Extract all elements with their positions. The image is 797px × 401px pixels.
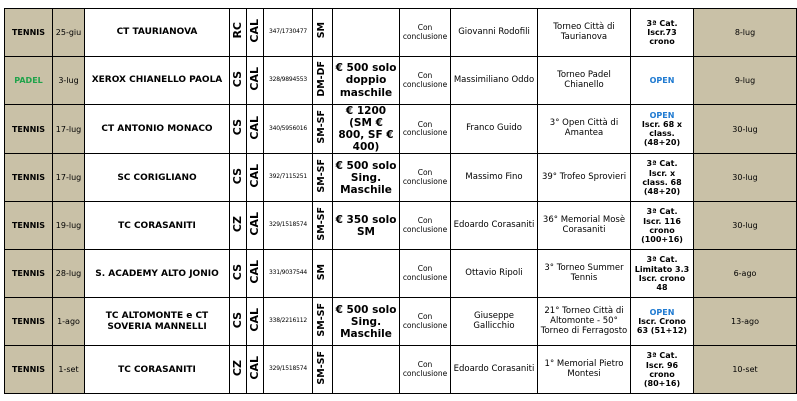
phone-number: 347/1730477 <box>269 28 307 36</box>
sport-label-cell <box>5 202 53 250</box>
category-cell <box>631 346 694 394</box>
specialty: SM-SF <box>316 110 328 144</box>
category-line: 48 <box>656 282 668 292</box>
sport-label: TENNIS <box>11 124 46 134</box>
region-code-cell <box>247 346 264 394</box>
referee-name-cell <box>451 346 538 394</box>
region-code-cell <box>247 9 264 57</box>
region-code: CAL <box>247 164 261 188</box>
start-date: 1-set <box>58 365 79 375</box>
specialty-cell <box>313 154 333 202</box>
start-date-cell <box>53 250 85 298</box>
province-code-cell <box>230 105 247 154</box>
category-line: 63 (51+12) <box>636 326 688 336</box>
club-name: XEROX CHIANELLO PAOLA <box>91 75 223 86</box>
tournament-mode: Con conclusione <box>402 119 448 138</box>
end-date: 10-set <box>732 365 758 375</box>
prize-money: € 500 solo Sing. Maschile <box>335 303 397 340</box>
tournament-mode: Con conclusione <box>402 22 448 41</box>
category-line: class. <box>649 129 675 139</box>
sport-label-cell <box>5 346 53 394</box>
specialty: SM-SF <box>316 207 328 241</box>
specialty-cell <box>313 105 333 154</box>
phone-number: 331/9037544 <box>269 269 307 277</box>
club-name-cell <box>85 57 230 105</box>
prize-money-cell <box>333 154 400 202</box>
start-date-cell <box>53 202 85 250</box>
tournament-mode: Con conclusione <box>402 264 448 282</box>
tournament-table <box>4 8 797 394</box>
end-date-cell <box>694 250 797 298</box>
tournament-mode-cell <box>400 346 451 394</box>
club-name: TC CORASANITI <box>118 220 196 231</box>
sport-label-cell <box>5 105 53 154</box>
category-line: Iscr.73 <box>647 27 677 37</box>
table-row <box>5 9 797 57</box>
end-date-cell <box>694 105 797 154</box>
sport-label-cell <box>5 154 53 202</box>
sport-label-cell <box>5 9 53 57</box>
prize-money: € 1200 (SM € 800, SF € 400) <box>338 105 394 154</box>
start-date-cell <box>53 346 85 394</box>
specialty: SM <box>316 22 328 39</box>
end-date: 30-lug <box>732 173 758 183</box>
prize-money: € 500 solo doppio maschile <box>335 62 397 99</box>
tournament-title: 3° Torneo Summer Tennis <box>544 262 624 283</box>
club-name-cell <box>85 154 230 202</box>
referee-name: Edoardo Corasaniti <box>453 219 535 230</box>
start-date: 1-ago <box>57 317 80 327</box>
tournament-mode-cell <box>400 250 451 298</box>
category-line: Iscr. Crono <box>638 317 686 327</box>
region-code: CAL <box>247 115 261 140</box>
tournament-title: 3° Open Città di Amantea <box>549 118 619 139</box>
club-name-cell <box>85 202 230 250</box>
end-date-cell <box>694 346 797 394</box>
province-code: CZ <box>230 215 244 232</box>
club-name: CT TAURIANOVA <box>116 27 198 38</box>
start-date-cell <box>53 298 85 346</box>
referee-name: Massimo Fino <box>465 171 523 182</box>
end-date: 6-ago <box>733 269 757 279</box>
referee-name: Massimiliano Oddo <box>453 74 535 85</box>
sport-label: PADEL <box>14 75 43 85</box>
category-line: OPEN <box>649 307 675 317</box>
sport-label: TENNIS <box>11 365 46 375</box>
phone-number-cell <box>264 202 313 250</box>
specialty: SM-SF <box>316 351 328 385</box>
start-date-cell <box>53 9 85 57</box>
region-code: CAL <box>247 66 261 91</box>
table-row <box>5 57 797 105</box>
tournament-title: 39° Trofeo Sprovieri <box>541 171 627 182</box>
club-name: CT ANTONIO MONACO <box>101 123 213 134</box>
sport-label-cell <box>5 298 53 346</box>
category-line: Iscr. 68 x <box>641 119 683 129</box>
prize-money-cell <box>333 346 400 394</box>
tournament-mode: Con conclusione <box>402 168 448 186</box>
end-date: 8-lug <box>734 27 756 37</box>
phone-number: 338/2216112 <box>269 317 307 325</box>
category-line: (48+20) <box>643 186 681 196</box>
prize-money-cell <box>333 9 400 57</box>
region-code: CAL <box>247 260 261 284</box>
category-line: Iscr. 96 <box>645 360 679 370</box>
category-cell <box>631 105 694 154</box>
prize-money: € 350 solo SM <box>335 213 397 238</box>
start-date: 28-lug <box>55 269 82 279</box>
region-code-cell <box>247 250 264 298</box>
table-row <box>5 298 797 346</box>
tournament-title-cell <box>538 9 631 57</box>
sport-label-cell <box>5 250 53 298</box>
end-date-cell <box>694 298 797 346</box>
referee-name: Giovanni Rodofili <box>458 26 530 37</box>
prize-money-cell <box>333 105 400 154</box>
tournament-mode-cell <box>400 105 451 154</box>
category-cell <box>631 202 694 250</box>
category-line: crono <box>649 369 675 379</box>
phone-number-cell <box>264 298 313 346</box>
club-name-cell <box>85 250 230 298</box>
club-name: TC ALTOMONTE e CT SOVERIA MANNELLI <box>105 311 209 332</box>
tournament-title-cell <box>538 298 631 346</box>
phone-number-cell <box>264 346 313 394</box>
specialty-cell <box>313 57 333 105</box>
start-date: 17-lug <box>55 173 82 183</box>
category-cell <box>631 9 694 57</box>
club-name: SC CORIGLIANO <box>117 172 197 183</box>
table-row <box>5 202 797 250</box>
table-row <box>5 346 797 394</box>
referee-name-cell <box>451 154 538 202</box>
tournament-title-cell <box>538 105 631 154</box>
phone-number-cell <box>264 57 313 105</box>
sport-label: TENNIS <box>11 173 46 183</box>
specialty-cell <box>313 346 333 394</box>
end-date-cell <box>694 57 797 105</box>
tournament-mode: Con conclusione <box>402 312 448 330</box>
specialty-cell <box>313 250 333 298</box>
tournament-title: Torneo Città di Taurianova <box>553 21 615 42</box>
category-cell <box>631 154 694 202</box>
tournament-mode-cell <box>400 57 451 105</box>
club-name: TC CORASANITI <box>118 364 196 375</box>
tournament-title-cell <box>538 250 631 298</box>
phone-number-cell <box>264 250 313 298</box>
tournament-title: 1° Memorial Pietro Montesi <box>544 358 624 379</box>
tournament-mode-cell <box>400 298 451 346</box>
category-line: OPEN <box>649 110 675 120</box>
tournament-mode-cell <box>400 202 451 250</box>
category-line: 3ª Cat. <box>646 255 678 265</box>
tournament-mode-cell <box>400 9 451 57</box>
phone-number-cell <box>264 154 313 202</box>
category-cell <box>631 57 694 105</box>
category-line: crono <box>649 37 675 47</box>
category-line: (48+20) <box>643 138 681 148</box>
prize-money-cell <box>333 298 400 346</box>
prize-money-cell <box>333 57 400 105</box>
end-date: 13-ago <box>731 317 759 327</box>
category-line: Iscr. 116 <box>643 216 681 226</box>
phone-number: 329/1518574 <box>269 365 307 373</box>
referee-name-cell <box>451 9 538 57</box>
tournament-title-cell <box>538 57 631 105</box>
category-line: Limitato 3.3 <box>634 264 690 274</box>
tournament-title: 36° Memorial Mosè Corasaniti <box>542 214 626 235</box>
category-cell <box>631 250 694 298</box>
region-code-cell <box>247 105 264 154</box>
phone-number-cell <box>264 9 313 57</box>
province-code: CZ <box>230 359 244 376</box>
specialty-cell <box>313 9 333 57</box>
referee-name: Franco Guido <box>466 123 522 134</box>
start-date-cell <box>53 105 85 154</box>
specialty: SM-SF <box>316 303 328 337</box>
end-date-cell <box>694 154 797 202</box>
phone-number: 340/5956016 <box>269 124 307 132</box>
province-code-cell <box>230 250 247 298</box>
province-code: CS <box>230 119 244 136</box>
end-date: 30-lug <box>732 221 758 231</box>
province-code-cell <box>230 202 247 250</box>
province-code: CS <box>230 70 244 87</box>
tournament-title: 21° Torneo Città di Altomonte - 50° Torneo di Ferragosto <box>540 306 628 336</box>
phone-number: 392/7115251 <box>269 173 307 181</box>
tournament-title-cell <box>538 346 631 394</box>
sport-label: TENNIS <box>11 221 46 231</box>
province-code: RC <box>230 22 244 39</box>
club-name: S. ACADEMY ALTO JONIO <box>95 268 219 279</box>
table-row <box>5 250 797 298</box>
referee-name-cell <box>451 57 538 105</box>
category-line: Iscr. crono <box>638 273 686 283</box>
phone-number: 329/1518574 <box>269 221 307 229</box>
category-cell <box>631 298 694 346</box>
table-body <box>5 9 797 394</box>
province-code-cell <box>230 298 247 346</box>
referee-name: Edoardo Corasaniti <box>453 363 535 374</box>
region-code: CAL <box>247 356 261 380</box>
category-line: 3ª Cat. <box>646 18 678 28</box>
category-line: (100+16) <box>641 234 683 244</box>
category-line: 3ª Cat. <box>646 159 678 169</box>
category-line: OPEN <box>649 75 675 85</box>
club-name-cell <box>85 346 230 394</box>
region-code: CAL <box>247 308 261 332</box>
prize-money-cell <box>333 250 400 298</box>
tournament-title-cell <box>538 202 631 250</box>
province-code: CS <box>230 167 244 185</box>
specialty-cell <box>313 202 333 250</box>
category-line: crono <box>649 225 675 235</box>
club-name-cell <box>85 298 230 346</box>
start-date-cell <box>53 57 85 105</box>
province-code-cell <box>230 154 247 202</box>
referee-name-cell <box>451 202 538 250</box>
region-code: CAL <box>247 18 261 43</box>
table-row <box>5 105 797 154</box>
end-date-cell <box>694 9 797 57</box>
province-code: CS <box>230 263 244 281</box>
referee-name-cell <box>451 298 538 346</box>
category-line: 3ª Cat. <box>646 351 678 361</box>
tournament-title: Torneo Padel Chianello <box>557 69 611 90</box>
specialty: DM-DF <box>316 60 328 97</box>
tournament-mode: Con conclusione <box>402 360 448 378</box>
region-code-cell <box>247 298 264 346</box>
tournament-title-cell <box>538 154 631 202</box>
sport-label: TENNIS <box>11 27 46 37</box>
category-line: (80+16) <box>643 378 681 388</box>
sport-label-cell <box>5 57 53 105</box>
specialty: SM <box>316 263 328 280</box>
prize-money-cell <box>333 202 400 250</box>
specialty: SM-SF <box>316 159 328 193</box>
region-code-cell <box>247 202 264 250</box>
club-name-cell <box>85 9 230 57</box>
province-code-cell <box>230 9 247 57</box>
referee-name: Ottavio Ripoli <box>465 267 523 278</box>
start-date: 3-lug <box>58 75 79 85</box>
region-code-cell <box>247 57 264 105</box>
end-date-cell <box>694 202 797 250</box>
category-line: Iscr. x <box>648 168 676 178</box>
referee-name-cell <box>451 250 538 298</box>
club-name-cell <box>85 105 230 154</box>
category-line: 3ª Cat. <box>646 207 678 217</box>
start-date: 25-giu <box>55 27 82 37</box>
province-code-cell <box>230 346 247 394</box>
category-line: class. 68 <box>642 177 682 187</box>
end-date: 30-lug <box>732 124 758 134</box>
phone-number: 328/9894553 <box>269 76 307 84</box>
end-date: 9-lug <box>734 75 756 85</box>
start-date: 19-lug <box>55 221 82 231</box>
prize-money: € 500 solo Sing. Maschile <box>335 159 397 196</box>
referee-name-cell <box>451 105 538 154</box>
region-code-cell <box>247 154 264 202</box>
province-code: CS <box>230 311 244 329</box>
tournament-mode: Con conclusione <box>402 216 448 234</box>
phone-number-cell <box>264 105 313 154</box>
start-date: 17-lug <box>55 124 82 134</box>
tournament-mode-cell <box>400 154 451 202</box>
province-code-cell <box>230 57 247 105</box>
table-row <box>5 154 797 202</box>
tournament-mode: Con conclusione <box>402 70 448 89</box>
region-code: CAL <box>247 212 261 236</box>
sport-label: TENNIS <box>11 317 46 327</box>
referee-name: Giuseppe Gallicchio <box>473 310 515 331</box>
specialty-cell <box>313 298 333 346</box>
sport-label: TENNIS <box>11 269 46 279</box>
start-date-cell <box>53 154 85 202</box>
